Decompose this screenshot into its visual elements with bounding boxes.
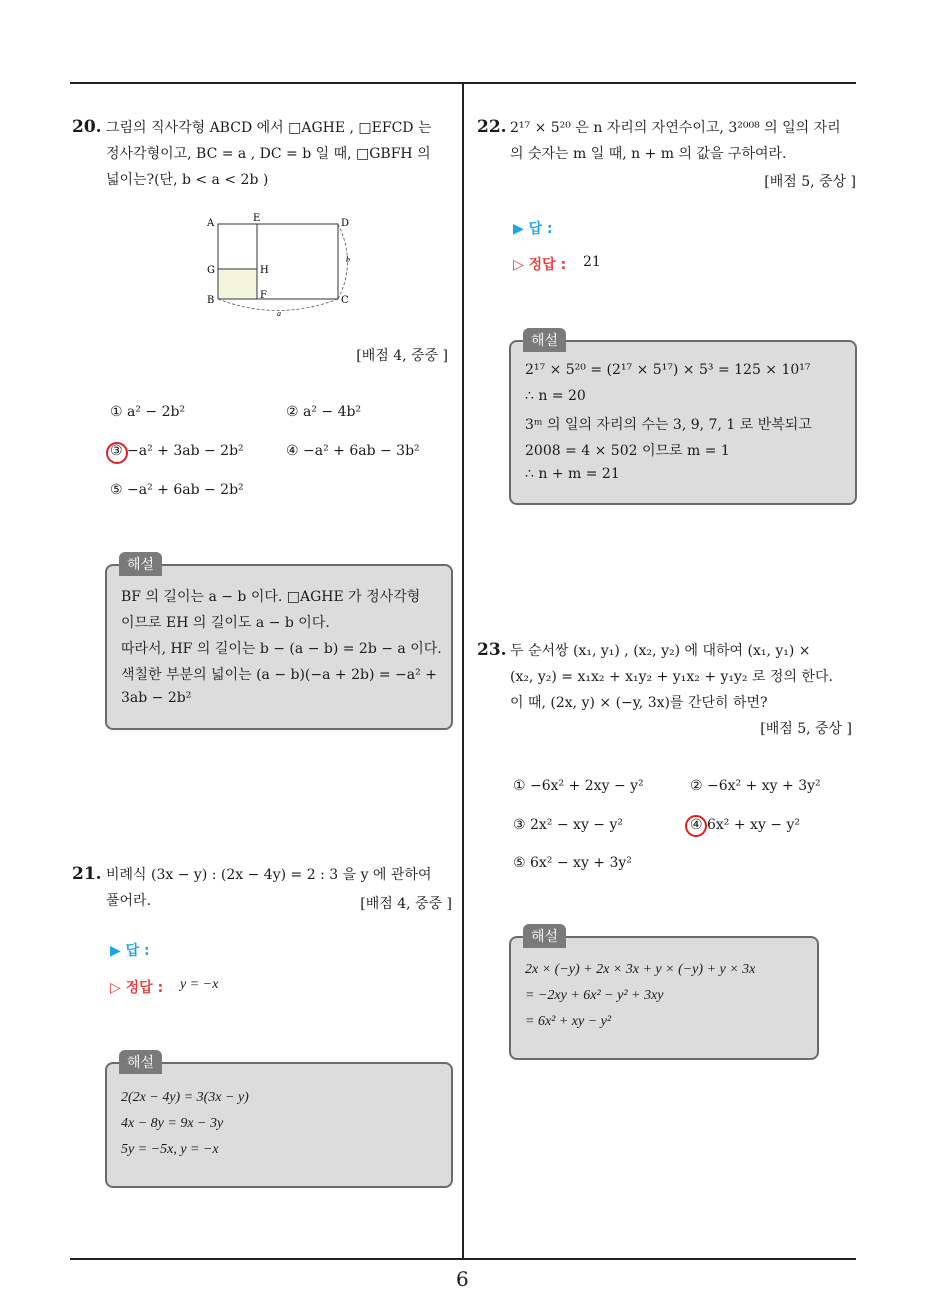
- q21-answer-label: ▶ 답 :: [110, 943, 150, 959]
- label-G: G: [207, 265, 215, 276]
- q20-sol-line2: 이므로 EH 의 길이도 a − b 이다.: [121, 615, 330, 631]
- q22-sol-line4: 2008 = 4 × 502 이므로 m = 1: [525, 443, 730, 459]
- q22-number: 22.: [477, 117, 507, 137]
- q22-line2: 의 숫자는 m 일 때, n + m 의 값을 구하여라.: [510, 146, 787, 162]
- q20-sol-line4: 색칠한 부분의 넓이는 (a − b)(−a + 2b) = −a² +: [121, 667, 437, 683]
- q23-sol-line2: = −2xy + 6x² − y² + 3xy: [525, 988, 664, 1003]
- q21-solution-tab: 해설: [119, 1050, 162, 1074]
- q22-line1: 2¹⁷ × 5²⁰ 은 n 자리의 자연수이고, 3²⁰⁰⁸ 의 일의 자리: [510, 120, 841, 136]
- q20-figure: [205, 212, 355, 322]
- q23-number: 23.: [477, 640, 507, 660]
- q23-option-4[interactable]: ④ 6x² + xy − y²: [690, 817, 801, 833]
- label-B: B: [207, 295, 215, 306]
- q21-correct-label: ▷ 정답 :: [110, 980, 164, 996]
- q20-line3: 넓이는?(단, b < a < 2b ): [106, 172, 269, 188]
- q21-correct-value: y = −x: [180, 977, 219, 992]
- q21-score: [배점 4, 중중 ]: [360, 896, 452, 912]
- q23-solution-box: [509, 929, 819, 1060]
- q22-sol-line3: 3ᵐ 의 일의 자리의 수는 3, 9, 7, 1 로 반복되고: [525, 417, 812, 433]
- q23-score: [배점 5, 중상 ]: [760, 721, 852, 737]
- q20-sol-line3: 따라서, HF 의 길이는 b − (a − b) = 2b − a 이다.: [121, 641, 442, 657]
- label-D: D: [341, 218, 350, 229]
- q20-solution-box: [105, 557, 453, 730]
- q22-solution-tab: 해설: [523, 328, 566, 352]
- q21-sol-line2: 4x − 8y = 9x − 3y: [121, 1116, 224, 1131]
- q20-score: [배점 4, 중중 ]: [356, 348, 448, 364]
- q23-option-1[interactable]: ① −6x² + 2xy − y²: [513, 778, 644, 794]
- q23-option-3[interactable]: ③ 2x² − xy − y²: [513, 817, 624, 833]
- q20-sol-line1: BF 의 길이는 a − b 이다. □AGHE 가 정사각형: [121, 589, 421, 605]
- label-A: A: [207, 218, 215, 229]
- q20-solution-tab: 해설: [119, 552, 162, 576]
- q20-selected-circle: [106, 442, 128, 464]
- q21-number: 21.: [72, 864, 102, 884]
- q23-solution-tab: 해설: [523, 924, 566, 948]
- column-divider: [462, 82, 464, 1260]
- q22-correct-label: ▷ 정답 :: [513, 257, 567, 273]
- q20-option-5[interactable]: ⑤ −a² + 6ab − 2b²: [110, 482, 244, 498]
- q23-option-2[interactable]: ② −6x² + xy + 3y²: [690, 778, 821, 794]
- q23-option-5[interactable]: ⑤ 6x² − xy + 3y²: [513, 855, 632, 871]
- label-a: a: [277, 309, 281, 318]
- q22-sol-line5: ∴ n + m = 21: [525, 466, 620, 482]
- q20-line1: 그림의 직사각형 ABCD 에서 □AGHE , □EFCD 는: [106, 120, 432, 136]
- q20-option-4[interactable]: ④ −a² + 6ab − 3b²: [286, 443, 420, 459]
- q20-option-2[interactable]: ② a² − 4b²: [286, 404, 362, 420]
- q23-line2: (x₂, y₂) = x₁x₂ + x₁y₂ + y₁x₂ + y₁y₂ 로 정의 한다.: [510, 669, 833, 685]
- page-number: 6: [456, 1267, 469, 1291]
- q21-line2: 풀어라.: [106, 893, 152, 909]
- q21-sol-line1: 2(2x − 4y) = 3(3x − y): [121, 1090, 249, 1105]
- shaded-region: [218, 269, 257, 299]
- q20-line2: 정사각형이고, BC = a , DC = b 일 때, □GBFH 의: [106, 146, 431, 162]
- q20-sol-line5: 3ab − 2b²: [121, 690, 192, 706]
- q23-sol-line1: 2x × (−y) + 2x × 3x + y × (−y) + y × 3x: [525, 962, 756, 977]
- q22-correct-value: 21: [583, 254, 601, 270]
- q20-option-1[interactable]: ① a² − 2b²: [110, 404, 186, 420]
- q20-number: 20.: [72, 117, 102, 137]
- label-E: E: [253, 213, 261, 224]
- q22-sol-line2: ∴ n = 20: [525, 388, 586, 404]
- label-F: F: [260, 290, 267, 301]
- label-H: H: [260, 265, 269, 276]
- label-C: C: [341, 295, 349, 306]
- label-b: b: [346, 255, 350, 264]
- q20-option-3[interactable]: ③ −a² + 3ab − 2b²: [110, 443, 244, 459]
- q22-score: [배점 5, 중상 ]: [764, 174, 856, 190]
- q23-sol-line3: = 6x² + xy − y²: [525, 1014, 612, 1029]
- q23-line1: 두 순서쌍 (x₁, y₁) , (x₂, y₂) 에 대하여 (x₁, y₁) ×: [510, 643, 811, 659]
- q22-solution-box: [509, 333, 857, 505]
- q21-solution-box: [105, 1055, 453, 1188]
- q23-line3: 이 때, (2x, y) × (−y, 3x)를 간단히 하면?: [510, 695, 768, 711]
- q21-line1: 비례식 (3x − y) : (2x − 4y) = 2 : 3 을 y 에 관하여: [106, 867, 432, 883]
- q21-sol-line3: 5y = −5x, y = −x: [121, 1142, 219, 1157]
- q22-sol-line1: 2¹⁷ × 5²⁰ = (2¹⁷ × 5¹⁷) × 5³ = 125 × 10¹⁷: [525, 362, 811, 378]
- q22-answer-label: ▶ 답 :: [513, 221, 553, 237]
